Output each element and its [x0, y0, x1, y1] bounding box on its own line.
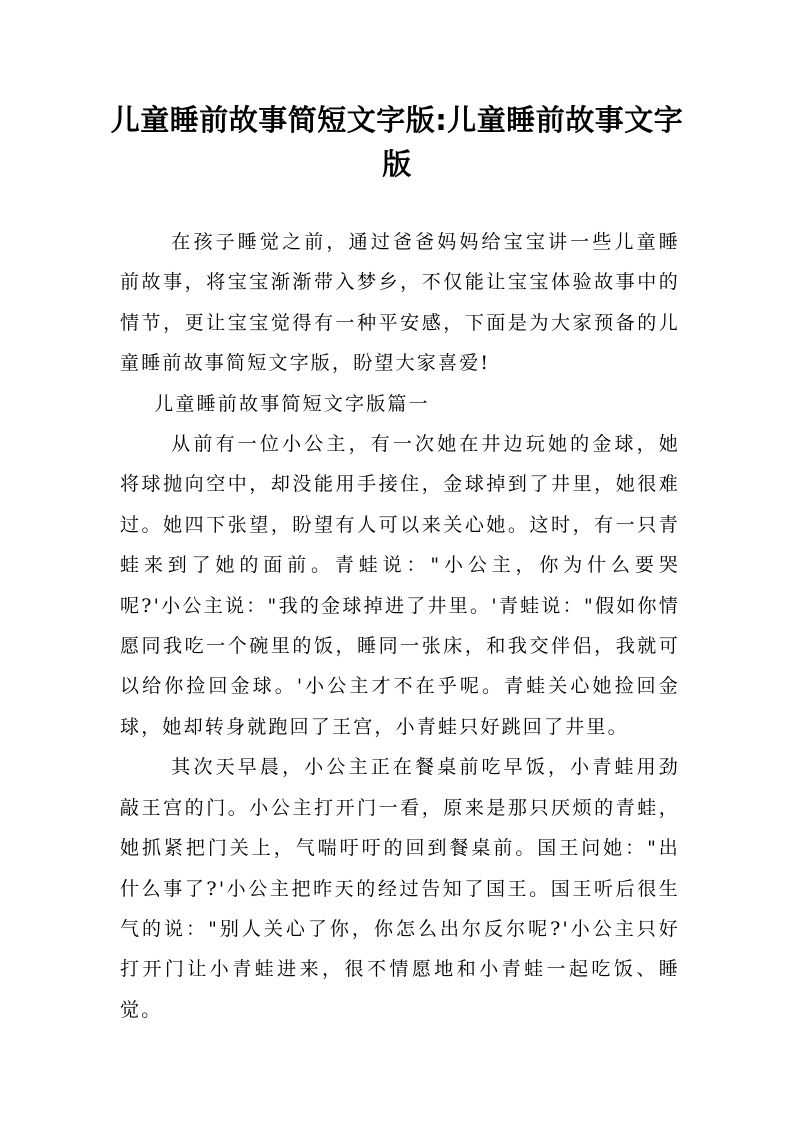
story-paragraph-1: 从前有一位小公主，有一次她在井边玩她的金球，她将球抛向空中，却没能用手接住，金球掉到了井里，她很难过。她四下张望，盼望有人可以来关心她。这时，有一只青蛙来到了她的面前。青蛙说："小公主，你为什么要哭呢?'小公主说："我的金球掉进了井里。'青蛙说："假如你情愿同我吃一个碗里的饭，睡同一张床，和我交伴侣，我就可以给你捡回金球。'小公主才不在乎呢。青蛙关心她捡回金球，她却转身就跑回了王宫，小青蛙只好跳回了井里。: [120, 433, 680, 738]
document-body: [120, 222, 680, 1030]
story-paragraph-2: 其次天早晨，小公主正在餐桌前吃早饭，小青蛙用劲敲王宫的门。小公主打开门一看，原来是那只厌烦的青蛙，她抓紧把门关上，气喘吁吁的回到餐桌前。国王问她："出什么事了?'小公主把昨天的经过告知了国王。国王听后很生气的说："别人关心了你，你怎么出尔反尔呢?'小公主只好打开门让小青蛙进来，很不情愿地和小青蛙一起吃饭、睡觉。: [120, 756, 680, 1021]
section-heading: 儿童睡前故事简短文字版篇一: [154, 392, 430, 415]
document-title: 儿童睡前故事简短文字版:儿童睡前故事文字版: [110, 103, 684, 181]
intro-paragraph: 在孩子睡觉之前，通过爸爸妈妈给宝宝讲一些儿童睡前故事，将宝宝渐渐带入梦乡，不仅能让宝宝体验故事中的情节，更让宝宝觉得有一种平安感，下面是为大家预备的儿童睡前故事简短文字版，盼望大家喜爱!: [120, 231, 680, 375]
